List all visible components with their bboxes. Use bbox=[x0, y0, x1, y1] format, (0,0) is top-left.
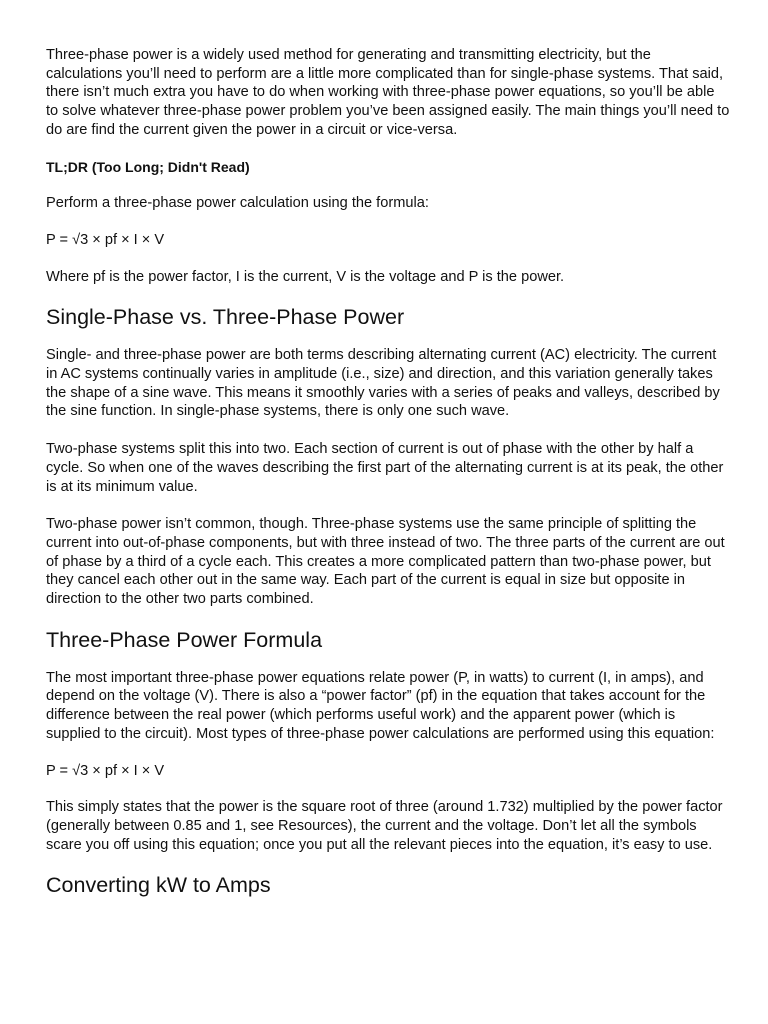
section-1-paragraph-1: Single- and three-phase power are both terms describing alternating current (AC) electricity. The current in AC systems continually varies in amplitude (i.e., size) and direction, and this variation generally takes the shape of a sine wave. This means it smoothly varies with a series of peaks and valleys, described by the sine function. In single-phase systems, there is only one such wave. bbox=[46, 347, 720, 420]
section-heading-single-vs-three-phase: Single-Phase vs. Three-Phase Power bbox=[46, 305, 405, 330]
section-heading-formula: Three-Phase Power Formula bbox=[46, 627, 323, 652]
where-text: Where pf is the power factor, I is the current, V is the voltage and P is the power. bbox=[46, 268, 565, 285]
formula-1: P = √3 × pf × I × V bbox=[46, 231, 165, 248]
section-1-paragraph-3: Two-phase power isn’t common, though. Three-phase systems use the same principle of splitting the current into out-of-phase components, but with three instead of two. The three parts of the current are out of phase by a third of a cycle each. This creates a more complicated pattern than two-phase power, but they cancel each other out in the same way. Each part of the current is equal in size but opposite in direction to the other two parts combined. bbox=[46, 516, 725, 608]
article-body bbox=[46, 46, 730, 898]
section-2-paragraph-1: The most important three-phase power equations relate power (P, in watts) to current (I, in amps), and depend on the voltage (V). There is also a “power factor” (pf) in the equation that takes account for the difference between the real power (which performs useful work) and the apparent power (which is supplied to the circuit). Most types of three-phase power calculations are performed using this equation: bbox=[46, 669, 715, 742]
section-heading-kw-to-amps: Converting kW to Amps bbox=[46, 873, 271, 898]
tldr-heading: TL;DR (Too Long; Didn't Read) bbox=[46, 158, 250, 175]
section-1-paragraph-2: Two-phase systems split this into two. Each section of current is out of phase with the other by half a cycle. So when one of the waves describing the first part of the alternating current is at its peak, the other is at its minimum value. bbox=[46, 441, 724, 495]
tldr-text: Perform a three-phase power calculation using the formula: bbox=[46, 195, 429, 212]
formula-2: P = √3 × pf × I × V bbox=[46, 762, 165, 779]
intro-paragraph: Three-phase power is a widely used method for generating and transmitting electricity, but the calculations you’ll need to perform are a little more complicated than for single-phase systems. That said, there isn’t much extra you have to do when working with three-phase power equations, so you’ll be able to solve whatever three-phase power problem you’ve been assigned easily. The main things you’ll need to do are find the current given the power in a circuit or vice-versa. bbox=[46, 47, 730, 138]
section-2-paragraph-2: This simply states that the power is the square root of three (around 1.732) multiplied by the power factor (generally between 0.85 and 1, see Resources), the current and the voltage. Don’t let all the symbols scare you off using this equation; once you put all the relevant pieces into the equation, it’s easy to use. bbox=[46, 799, 723, 853]
